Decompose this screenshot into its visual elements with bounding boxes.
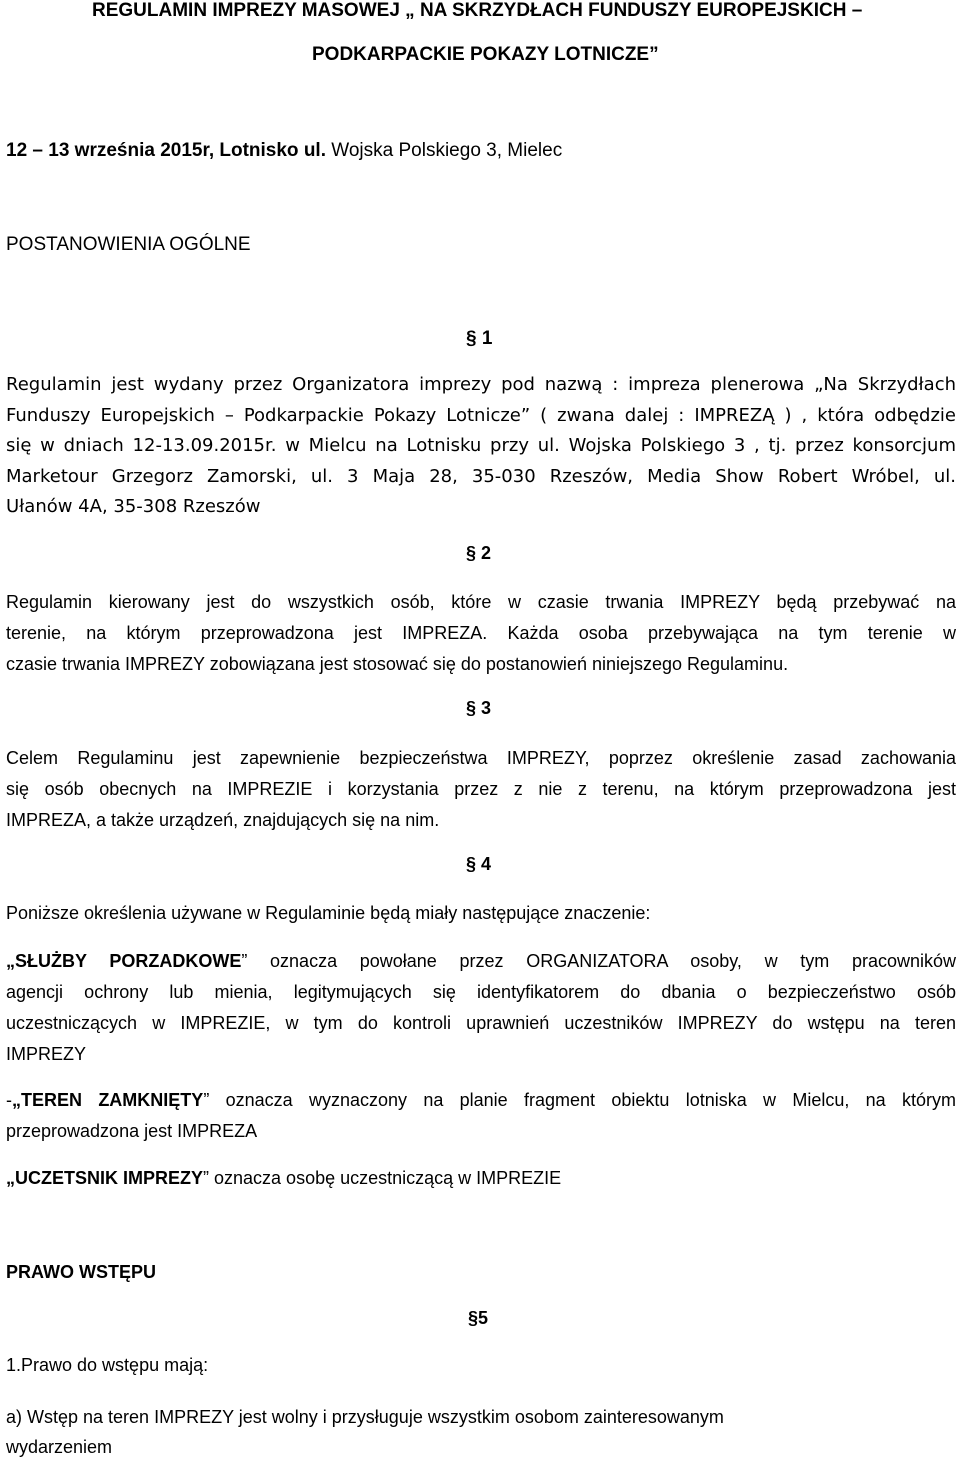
definitions-intro [6,898,956,929]
paragraph-line [6,946,956,977]
section-sign-5: §5 [468,1308,489,1328]
event-date-location [6,140,562,162]
paragraph-line: wydarzeniem [6,1437,113,1457]
section-sign-2: § 2 [466,543,492,563]
definition-participant [6,1163,956,1194]
paragraph-line: się osób obecnych na IMPREZIE i korzystania przez z nie z terenu, na którym przeprowadzona jest [6,779,956,799]
section-sign-4: § 4 [466,854,492,874]
paragraph-line: przeprowadzona jest IMPREZA [6,1121,258,1141]
section-sign-3: § 3 [466,698,492,718]
paragraph-line [6,1163,956,1194]
paragraph-line: terenie, na którym przeprowadzona jest IMPREZA. Każda osoba przebywająca na tym terenie w [6,623,956,643]
document-title-line2: PODKARPACKIE POKAZY LOTNICZE” [312,44,659,65]
paragraph-line: czasie trwania IMPREZY zobowiązana jest stosować się do postanowień niniejszego Regulaminu. [6,654,789,674]
paragraph-line: Poniższe określenia używane w Regulaminie będą miały następujące znaczenie: [6,903,651,923]
paragraph-line: a) Wstęp na teren IMPREZY jest wolny i przysługuje wszystkim osobom zainteresowanym [6,1407,724,1427]
definition-term: „UCZETSNIK IMPREZY [6,1168,204,1188]
section-sign-1: § 1 [466,328,493,349]
paragraph-line: uczestniczących w IMPREZIE, w tym do kontroli uprawnień uczestników IMPREZY do wstępu na teren [6,1013,956,1033]
paragraph-line: Regulamin jest wydany przez Organizatora imprezy pod nazwą : impreza plenerowa „Na Skrzydłach [6,374,956,395]
paragraph-line: Funduszy Europejskich – Podkarpackie Pokazy Lotnicze” ( zwana dalej : IMPREZĄ ) , która odbędzie [6,404,956,426]
paragraph-line: IMPREZY [6,1044,87,1064]
paragraph-line: się w dniach 12-13.09.2015r. w Mielcu na Lotnisku przy ul. Wojska Polskiego 3 , tj. przez konsorcjum [6,435,956,456]
access-item-1: 1.Prawo do wstępu mają: [6,1355,209,1375]
paragraph-line: agencji ochrony lub mienia, legitymujących się identyfikatorem do dbania o bezpieczeństwo osób [6,982,956,1002]
definition-term: „TEREN ZAMKNIĘTY [12,1090,204,1110]
event-date: 12 – 13 września 2015r, Lotnisko ul. [6,140,326,161]
definition-security-services [6,946,956,1070]
definition-term: „SŁUŻBY PORZADKOWE [6,951,242,971]
paragraph-line [6,1085,956,1116]
section-heading-general: POSTANOWIENIA OGÓLNE [6,234,251,255]
definition-text: ” oznacza osobę uczestniczącą w IMPREZIE [203,1168,562,1188]
paragraph-line: Regulamin kierowany jest do wszystkich osób, które w czasie trwania IMPREZY będą przebywać na [6,592,956,612]
event-location: Wojska Polskiego 3, Mielec [326,140,563,161]
paragraph-line: Marketour Grzegorz Zamorski, ul. 3 Maja 28, 35-030 Rzeszów, Media Show Robert Wróbel, ul. [6,465,956,487]
section-heading-access: PRAWO WSTĘPU [6,1262,157,1282]
paragraph-line: Celem Regulaminu jest zapewnienie bezpieczeństwa IMPREZY, poprzez określenie zasad zachowania [6,748,956,768]
definition-prefix: - [6,1090,12,1110]
paragraph-line: Ułanów 4A, 35-308 Rzeszów [6,496,261,517]
document-title-line1: REGULAMIN IMPREZY MASOWEJ „ NA SKRZYDŁACH FUNDUSZY EUROPEJSKICH – [92,0,863,21]
definition-text: ” oznacza powołane przez ORGANIZATORA osoby, w tym pracowników [241,951,957,971]
section-3-paragraph [6,743,956,836]
section-1-paragraph [6,370,956,523]
definition-closed-area [6,1085,956,1147]
section-2-paragraph [6,587,956,680]
access-item-a [6,1402,956,1462]
definition-text: ” oznacza wyznaczony na planie fragment obiektu lotniska w Mielcu, na którym [203,1090,957,1110]
paragraph-line: IMPREZA, a także urządzeń, znajdujących się na nim. [6,810,440,830]
